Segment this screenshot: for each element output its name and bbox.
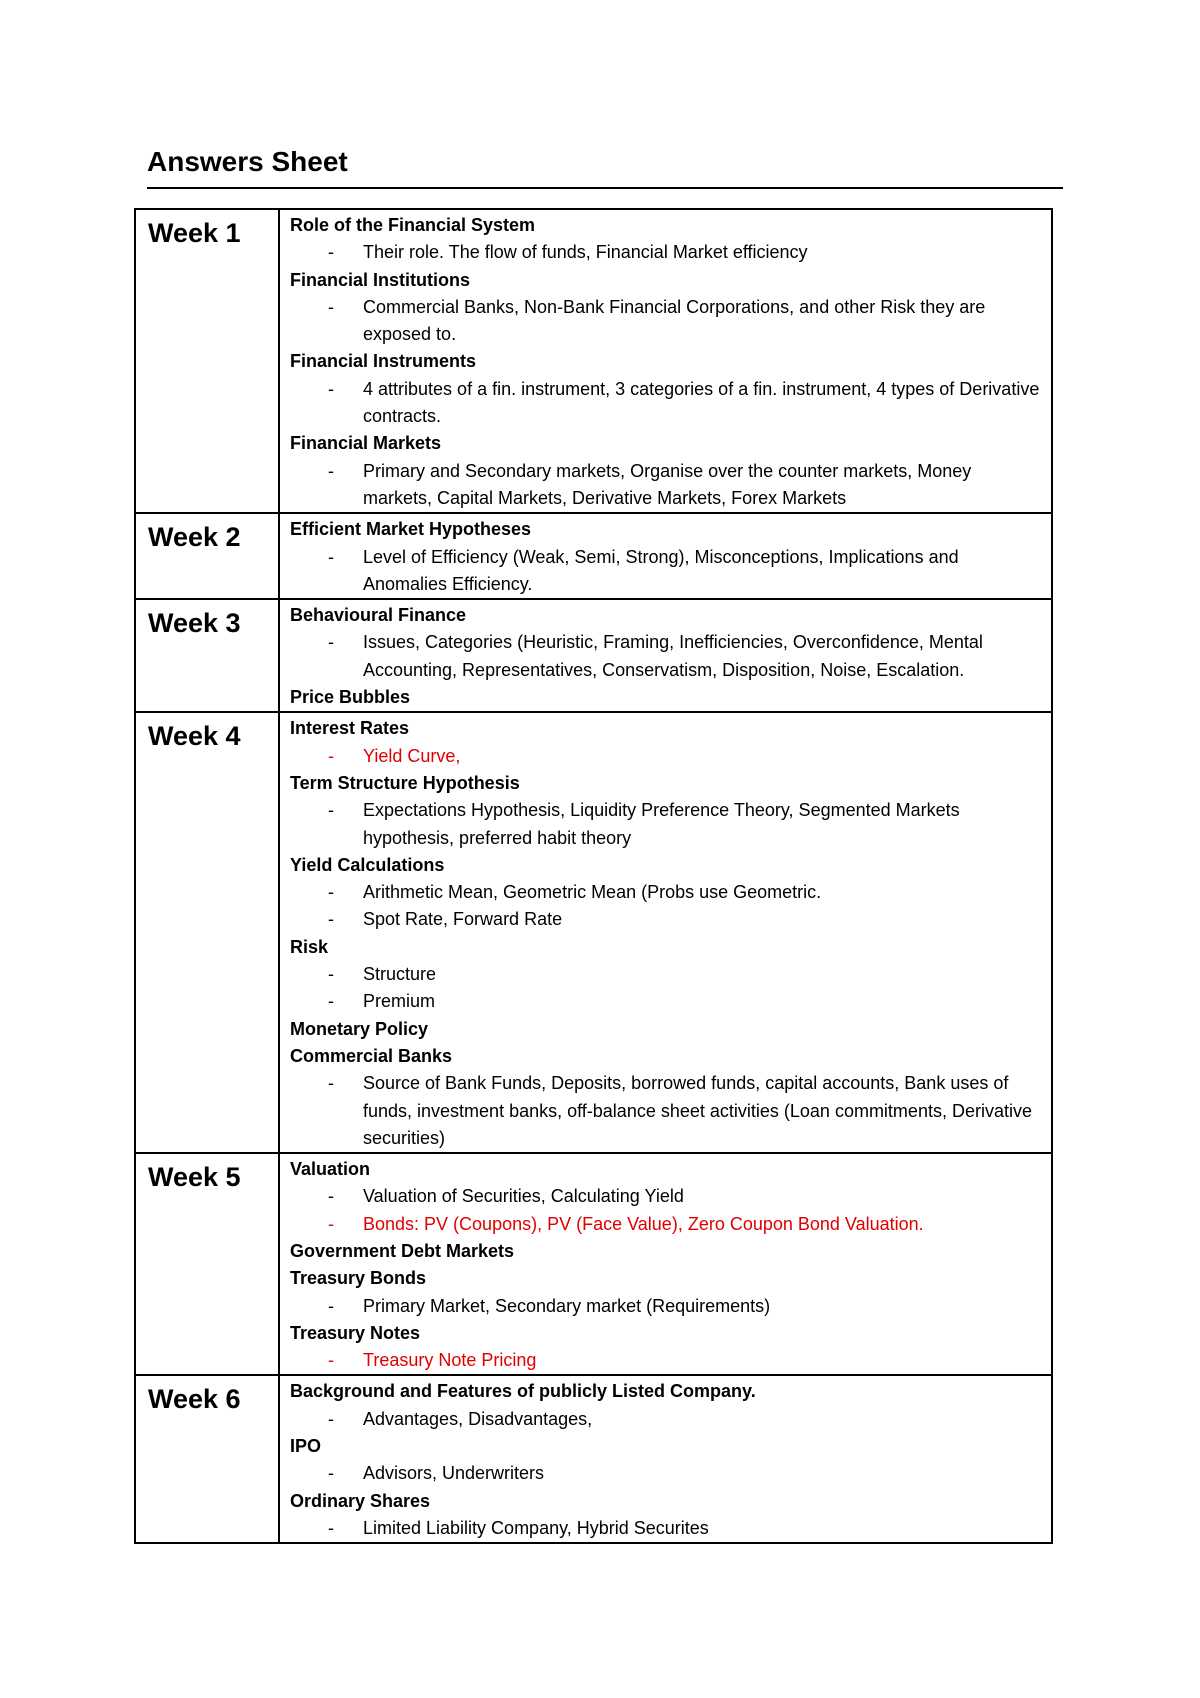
topic-heading: Role of the Financial System [290,215,536,235]
bullet-text: Valuation of Securities, Calculating Yield [363,1186,684,1207]
topic-bullet [290,961,1041,988]
bullet-dash: - [328,882,334,903]
topic-bullet [290,1070,1041,1152]
bullet-text: Expectations Hypothesis, Liquidity Preference Theory, Segmented Markets hypothesis, preferred habit theory [363,800,960,848]
bullet-dash: - [328,909,334,930]
week-label-cell [135,209,279,513]
week-label-cell [135,513,279,599]
bullet-text: Their role. The flow of funds, Financial Market efficiency [363,242,808,263]
bullet-dash: - [328,1213,334,1234]
bullet-text: Premium [363,991,436,1012]
week-topics-cell [279,1153,1052,1375]
topic-bullet [290,988,1041,1015]
topic-heading: Financial Instruments [290,351,477,372]
bullet-text: Limited Liability Company, Hybrid Securites [363,1517,709,1538]
bullet-dash: - [328,632,334,653]
week-label: Week 1 [148,218,241,248]
topic-heading: Government Debt Markets [290,1240,515,1261]
bullet-text: Advisors, Underwriters [363,1463,545,1484]
week-label: Week 2 [148,522,241,553]
topic-bullet [290,879,1041,906]
bullet-dash: - [328,296,334,317]
title-underline [147,187,1063,189]
topic-heading: Treasury Notes [290,1322,421,1343]
bullet-dash: - [328,1186,334,1207]
topic-heading: Financial Markets [290,433,442,454]
week-row [135,1153,1052,1375]
bullet-dash: - [328,964,334,985]
topic-heading: Risk [290,936,329,957]
topic-heading: IPO [290,1436,322,1457]
week-topics-cell [279,209,1052,513]
topic-bullet [290,544,1041,599]
topic-bullet [290,376,1041,431]
bullet-text: Issues, Categories (Heuristic, Framing, Inefficiencies, Overconfidence, Mental Accounting, Representatives, Conservatism, Disposition, Noise, Escalation. [363,632,983,680]
week-row [135,209,1052,513]
week-label-cell [135,712,279,1153]
topic-bullet [290,1460,1041,1487]
topic-list [280,600,1051,711]
weeks-table-body [135,209,1052,1543]
week-label: Week 5 [148,1162,241,1193]
bullet-text: Level of Efficiency (Weak, Semi, Strong), Misconceptions, Implications and Anomalies Efficiency. [363,546,959,594]
bullet-dash: - [328,378,334,399]
topic-list [280,713,1051,1152]
bullet-dash: - [328,460,334,481]
bullet-text: 4 attributes of a fin. instrument, 3 categories of a fin. instrument, 4 types of Derivative contracts. [363,378,1040,427]
bullet-text: Treasury Note Pricing [363,1350,537,1371]
weeks-table [134,208,1053,1544]
bullet-text: Primary Market, Secondary market (Requirements) [363,1295,771,1316]
bullet-text: Bonds: PV (Coupons), PV (Face Value), Zero Coupon Bond Valuation. [363,1213,924,1234]
week-label: Week 4 [148,721,241,752]
topic-heading: Commercial Banks [290,1045,453,1066]
bullet-dash: - [328,1295,334,1316]
topic-bullet [290,743,1041,770]
topic-heading: Treasury Bonds [290,1268,427,1289]
topic-heading: Behavioural Finance [290,605,467,626]
bullet-dash: - [328,1517,334,1538]
week-label: Week 6 [148,1384,241,1415]
week-topics-cell [279,712,1052,1153]
bullet-dash: - [328,1350,334,1371]
topic-heading: Price Bubbles [290,687,411,708]
bullet-text: Arithmetic Mean, Geometric Mean (Probs use Geometric. [363,882,822,903]
week-label-cell [135,1375,279,1543]
week-topics-cell [279,1375,1052,1543]
bullet-text: Spot Rate, Forward Rate [363,909,563,930]
topic-heading: Interest Rates [290,718,410,739]
bullet-dash: - [328,546,334,567]
topic-bullet [290,458,1041,513]
topic-heading: Yield Calculations [290,854,445,875]
bullet-dash: - [328,991,334,1012]
topic-list [280,514,1051,598]
topic-bullet [290,1211,1041,1238]
topic-heading: Efficient Market Hypotheses [290,519,532,540]
bullet-dash: - [328,745,334,766]
topic-bullet [290,906,1041,933]
bullet-text: Source of Bank Funds, Deposits, borrowed funds, capital accounts, Bank uses of funds, investment banks, off-balance sheet activities (Loan commitments, Derivative securities) [363,1073,1032,1148]
document-title: Answers Sheet [147,146,348,177]
bullet-dash: - [328,800,334,821]
topic-heading: Ordinary Shares [290,1490,431,1511]
bullet-dash: - [328,1073,334,1094]
topic-list [280,1376,1051,1542]
topic-bullet [290,239,1041,266]
bullet-text: Advantages, Disadvantages, [363,1408,593,1429]
week-topics-cell [279,599,1052,712]
week-row [135,712,1052,1153]
week-label-cell [135,599,279,712]
topic-bullet [290,1515,1041,1542]
bullet-dash: - [328,1408,334,1429]
week-row [135,599,1052,712]
topic-heading: Financial Institutions [290,269,471,290]
topic-list [280,210,1051,512]
bullet-dash: - [328,1463,334,1484]
bullet-dash: - [328,242,334,263]
topic-bullet [290,1406,1041,1433]
bullet-text: Primary and Secondary markets, Organise over the counter markets, Money markets, Capital Markets, Derivative Markets, Forex Markets [363,460,972,508]
topic-heading: Background and Features of publicly Listed Company. [290,1381,756,1402]
bullet-text: Commercial Banks, Non-Bank Financial Corporations, and other Risk they are exposed to. [363,296,986,345]
topic-heading: Monetary Policy [290,1018,429,1039]
topic-heading: Valuation [290,1159,371,1180]
week-label-cell [135,1153,279,1375]
topic-bullet [290,1293,1041,1320]
topic-bullet [290,1183,1041,1210]
topic-bullet [290,294,1041,349]
topic-list [280,1154,1051,1374]
week-row [135,513,1052,599]
bullet-text: Yield Curve, [363,745,461,766]
topic-bullet [290,797,1041,852]
topic-bullet [290,1347,1041,1374]
bullet-text: Structure [363,964,437,985]
topic-bullet [290,629,1041,684]
week-label: Week 3 [148,608,241,639]
week-row [135,1375,1052,1543]
week-topics-cell [279,513,1052,599]
topic-heading: Term Structure Hypothesis [290,772,520,793]
